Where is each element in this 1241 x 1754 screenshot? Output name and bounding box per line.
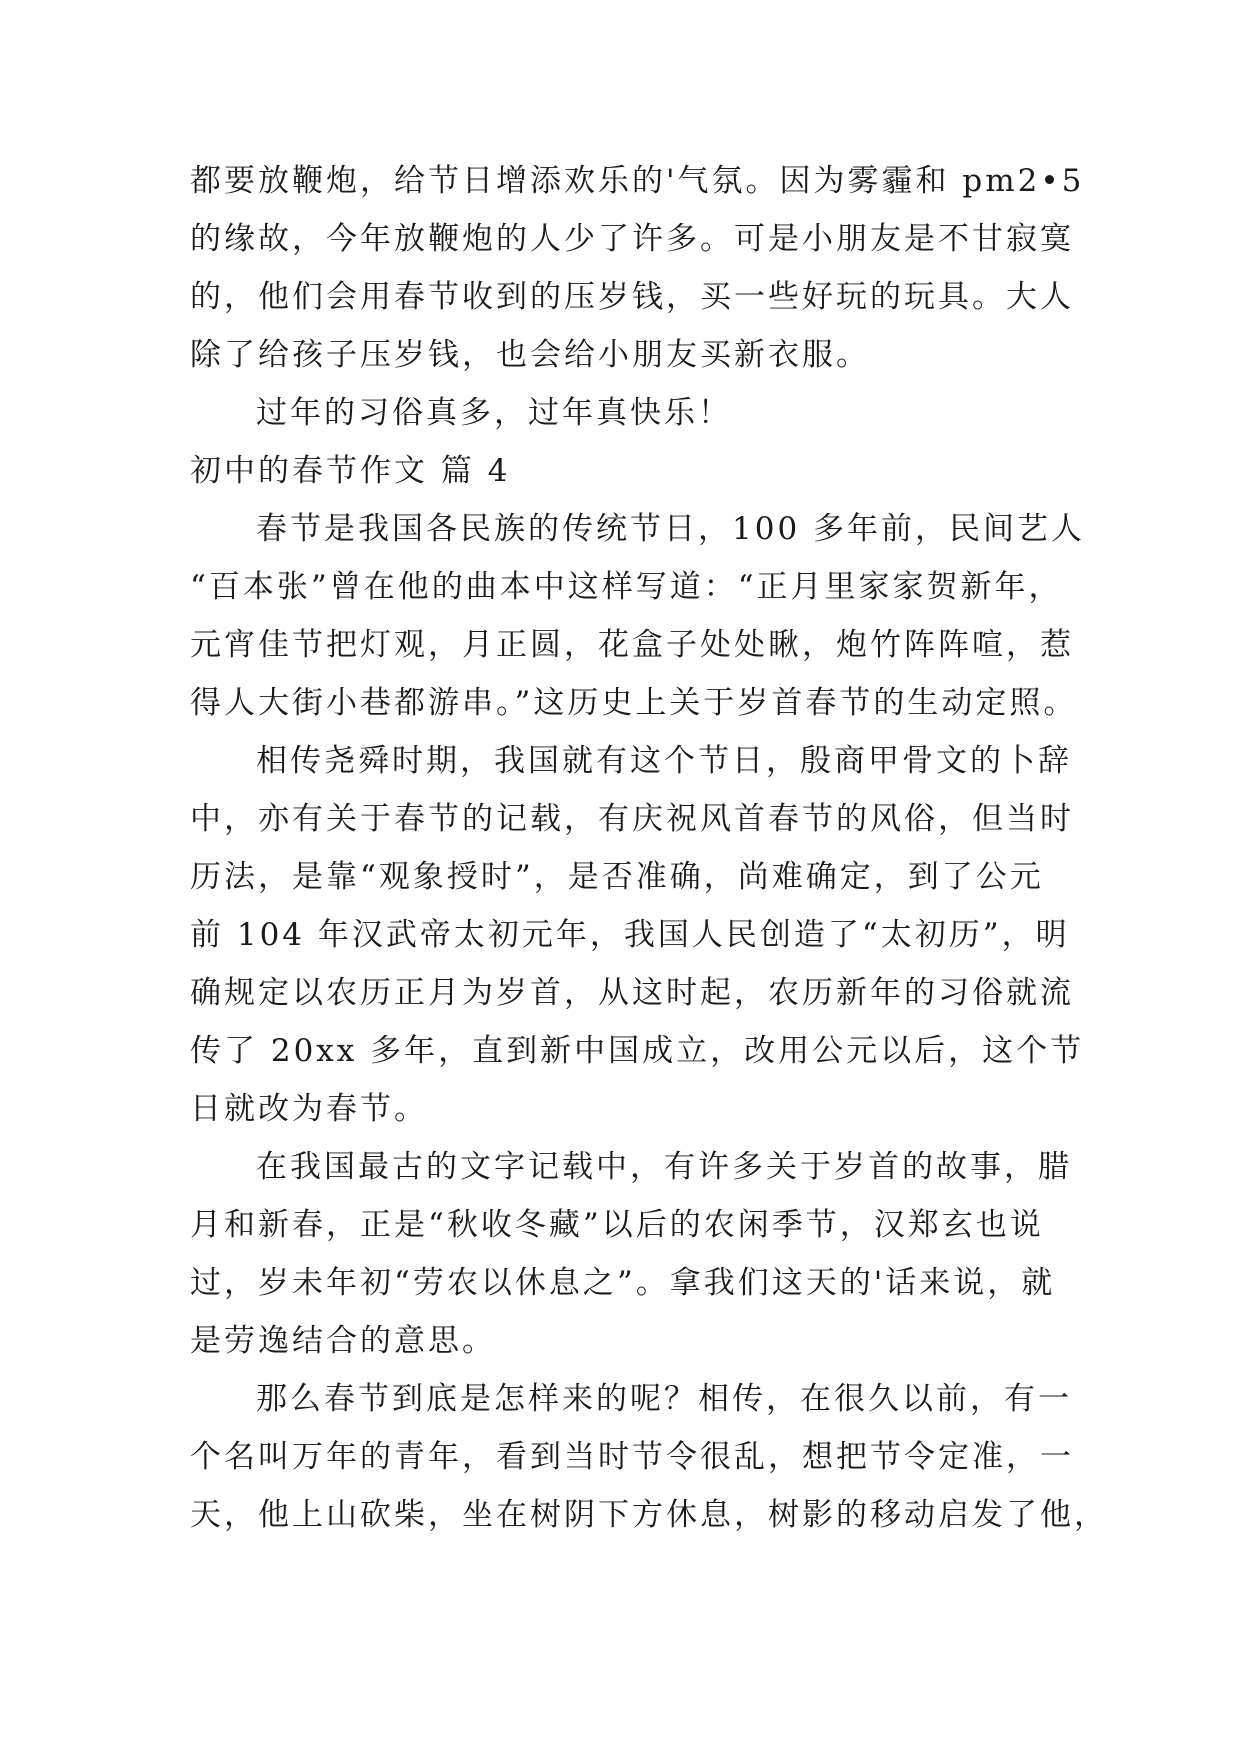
paragraph-start: 过年的习俗真多，过年真快乐！ <box>256 395 732 431</box>
text-line: 是劳逸结合的意思。 <box>190 1323 496 1359</box>
text-line: 除了给孩子压岁钱，也会给小朋友买新衣服。 <box>190 337 870 373</box>
paragraph-start: 那么春节到底是怎样来的呢？相传，在很久以前，有一 <box>256 1381 1072 1417</box>
text-line: 传了 20xx 多年，直到新中国成立，改用公元以后，这个节 <box>190 1033 1085 1069</box>
paragraph-start: 相传尧舜时期，我国就有这个节日，殷商甲骨文的卜辞 <box>256 743 1072 779</box>
text-line: 都要放鞭炮，给节日增添欢乐的'气氛。因为雾霾和 pm2•5 <box>190 163 1085 199</box>
text-line: 个名叫万年的青年，看到当时节令很乱，想把节令定准，一 <box>190 1439 1074 1475</box>
paragraph-start: 春节是我国各民族的传统节日，100 多年前，民间艺人 <box>256 511 1086 547</box>
text-line: 确规定以农历正月为岁首，从这时起，农历新年的习俗就流 <box>190 975 1074 1011</box>
section-title: 初中的春节作文 篇 4 <box>190 453 511 489</box>
paragraph-start: 在我国最古的文字记载中，有许多关于岁首的故事，腊 <box>256 1149 1072 1185</box>
text-line: “百本张”曾在他的曲本中这样写道：“正月里家家贺新年， <box>190 569 1063 605</box>
text-line: 中，亦有关于春节的记载，有庆祝风首春节的风俗，但当时 <box>190 801 1074 837</box>
text-line: 的，他们会用春节收到的压岁钱，买一些好玩的玩具。大人 <box>190 279 1074 315</box>
text-line: 天，他上山砍柴，坐在树阴下方休息，树影的移动启发了他， <box>190 1497 1108 1533</box>
text-line: 日就改为春节。 <box>190 1091 428 1127</box>
text-line: 的缘故，今年放鞭炮的人少了许多。可是小朋友是不甘寂寞 <box>190 221 1074 257</box>
text-line: 过，岁未年初“劳农以休息之”。拿我们这天的'话来说，就 <box>190 1265 1056 1301</box>
text-line: 元宵佳节把灯观，月正圆，花盒子处处瞅，炮竹阵阵喧，惹 <box>190 627 1074 663</box>
text-line: 历法，是靠“观象授时”，是否准确，尚难确定，到了公元 <box>190 859 1044 895</box>
text-line: 前 104 年汉武帝太初元年，我国人民创造了“太初历”，明 <box>190 917 1070 953</box>
text-line: 得人大街小巷都游串。”这历史上关于岁首春节的生动定照。 <box>190 685 1078 721</box>
document-body <box>190 152 1108 1544</box>
text-line: 月和新春，正是“秋收冬藏”以后的农闲季节，汉郑玄也说 <box>190 1207 1044 1243</box>
